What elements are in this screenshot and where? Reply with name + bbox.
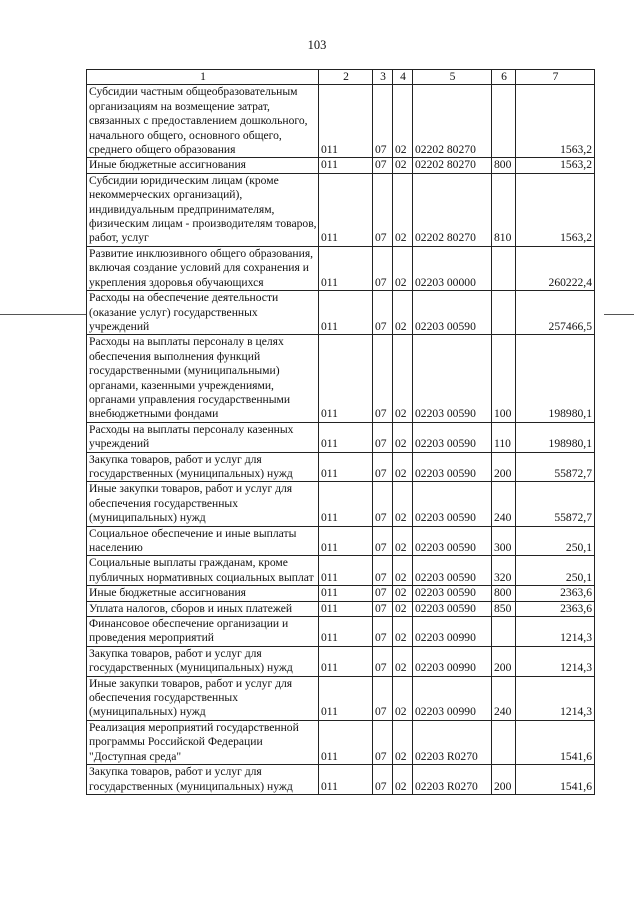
section-code-cell: 07 <box>373 158 393 173</box>
header-cell: 2 <box>319 70 373 85</box>
section-code-cell: 07 <box>373 601 393 616</box>
amount-cell: 2363,6 <box>516 586 595 601</box>
ministry-code-cell: 011 <box>319 676 373 720</box>
amount-cell: 1214,3 <box>516 676 595 720</box>
expense-name-cell: Социальное обеспечение и иные выплаты населению <box>87 526 319 556</box>
expense-name-cell: Расходы на выплаты персоналу в целях обеспечения выполнения функций государственными (муниципальными) органами, казенными учреждениями, органами управления государственными внебюджетными фондами <box>87 335 319 422</box>
expense-name-cell: Развитие инклюзивного общего образования, включая создание условий для сохранения и укрепления здоровья обучающихся <box>87 246 319 290</box>
ministry-code-cell: 011 <box>319 482 373 526</box>
subsection-code-cell: 02 <box>393 422 413 452</box>
target-article-cell: 02203 00590 <box>413 291 492 335</box>
ministry-code-cell: 011 <box>319 526 373 556</box>
subsection-code-cell: 02 <box>393 335 413 422</box>
expense-type-cell: 850 <box>492 601 516 616</box>
section-code-cell: 07 <box>373 482 393 526</box>
expense-type-cell: 200 <box>492 765 516 795</box>
table-row <box>87 676 595 720</box>
target-article-cell: 02202 80270 <box>413 173 492 246</box>
section-code-cell: 07 <box>373 246 393 290</box>
expense-type-cell: 800 <box>492 158 516 173</box>
target-article-cell: 02203 00590 <box>413 452 492 482</box>
ministry-code-cell: 011 <box>319 556 373 586</box>
amount-cell: 2363,6 <box>516 601 595 616</box>
section-code-cell: 07 <box>373 720 393 764</box>
expense-name-cell: Реализация мероприятий государственной программы Российской Федерации "Доступная среда" <box>87 720 319 764</box>
subsection-code-cell: 02 <box>393 482 413 526</box>
expense-type-cell: 110 <box>492 422 516 452</box>
ministry-code-cell: 011 <box>319 85 373 158</box>
header-row <box>87 70 595 85</box>
amount-cell: 1563,2 <box>516 85 595 158</box>
table-row <box>87 291 595 335</box>
subsection-code-cell: 02 <box>393 676 413 720</box>
ministry-code-cell: 011 <box>319 422 373 452</box>
ministry-code-cell: 011 <box>319 646 373 676</box>
subsection-code-cell: 02 <box>393 617 413 647</box>
section-code-cell: 07 <box>373 291 393 335</box>
amount-cell: 55872,7 <box>516 482 595 526</box>
expense-type-cell: 240 <box>492 676 516 720</box>
target-article-cell: 02203 00590 <box>413 586 492 601</box>
section-code-cell: 07 <box>373 765 393 795</box>
expense-type-cell: 100 <box>492 335 516 422</box>
scan-fold-line <box>604 314 634 315</box>
expense-name-cell: Иные закупки товаров, работ и услуг для обеспечения государственных (муниципальных) нужд <box>87 482 319 526</box>
section-code-cell: 07 <box>373 646 393 676</box>
amount-cell: 198980,1 <box>516 422 595 452</box>
expense-name-cell: Закупка товаров, работ и услуг для государственных (муниципальных) нужд <box>87 765 319 795</box>
ministry-code-cell: 011 <box>319 291 373 335</box>
section-code-cell: 07 <box>373 452 393 482</box>
section-code-cell: 07 <box>373 586 393 601</box>
target-article-cell: 02203 00990 <box>413 676 492 720</box>
ministry-code-cell: 011 <box>319 720 373 764</box>
expense-name-cell: Закупка товаров, работ и услуг для государственных (муниципальных) нужд <box>87 452 319 482</box>
table-row <box>87 452 595 482</box>
scan-fold-line <box>0 314 86 315</box>
target-article-cell: 02202 80270 <box>413 158 492 173</box>
header-cell: 3 <box>373 70 393 85</box>
amount-cell: 1563,2 <box>516 173 595 246</box>
target-article-cell: 02203 00590 <box>413 556 492 586</box>
amount-cell: 250,1 <box>516 526 595 556</box>
expense-type-cell <box>492 617 516 647</box>
ministry-code-cell: 011 <box>319 601 373 616</box>
section-code-cell: 07 <box>373 526 393 556</box>
amount-cell: 198980,1 <box>516 335 595 422</box>
expense-name-cell: Иные бюджетные ассигнования <box>87 586 319 601</box>
header-cell: 6 <box>492 70 516 85</box>
subsection-code-cell: 02 <box>393 173 413 246</box>
subsection-code-cell: 02 <box>393 85 413 158</box>
subsection-code-cell: 02 <box>393 765 413 795</box>
ministry-code-cell: 011 <box>319 335 373 422</box>
target-article-cell: 02202 80270 <box>413 85 492 158</box>
amount-cell: 260222,4 <box>516 246 595 290</box>
subsection-code-cell: 02 <box>393 586 413 601</box>
expense-name-cell: Иные закупки товаров, работ и услуг для обеспечения государственных (муниципальных) нужд <box>87 676 319 720</box>
expense-name-cell: Субсидии юридическим лицам (кроме некоммерческих организаций), индивидуальным предпринимателям, физическим лицам - производителям товаров, работ, услуг <box>87 173 319 246</box>
expense-name-cell: Расходы на выплаты персоналу казенных учреждений <box>87 422 319 452</box>
expense-name-cell: Социальные выплаты гражданам, кроме публичных нормативных социальных выплат <box>87 556 319 586</box>
expense-type-cell <box>492 720 516 764</box>
ministry-code-cell: 011 <box>319 173 373 246</box>
table-row <box>87 765 595 795</box>
subsection-code-cell: 02 <box>393 158 413 173</box>
subsection-code-cell: 02 <box>393 452 413 482</box>
amount-cell: 55872,7 <box>516 452 595 482</box>
table-row <box>87 646 595 676</box>
ministry-code-cell: 011 <box>319 586 373 601</box>
expense-type-cell: 300 <box>492 526 516 556</box>
expense-name-cell: Субсидии частным общеобразовательным организациям на возмещение затрат, связанных с предоставлением дошкольного, начального общего, основного общего, среднего общего образования <box>87 85 319 158</box>
ministry-code-cell: 011 <box>319 617 373 647</box>
table-row <box>87 422 595 452</box>
target-article-cell: 02203 00990 <box>413 646 492 676</box>
subsection-code-cell: 02 <box>393 526 413 556</box>
header-cell: 5 <box>413 70 492 85</box>
expense-name-cell: Закупка товаров, работ и услуг для государственных (муниципальных) нужд <box>87 646 319 676</box>
subsection-code-cell: 02 <box>393 720 413 764</box>
table-row <box>87 601 595 616</box>
subsection-code-cell: 02 <box>393 601 413 616</box>
amount-cell: 1541,6 <box>516 765 595 795</box>
target-article-cell: 02203 00990 <box>413 617 492 647</box>
section-code-cell: 07 <box>373 173 393 246</box>
table-row <box>87 85 595 158</box>
section-code-cell: 07 <box>373 335 393 422</box>
amount-cell: 250,1 <box>516 556 595 586</box>
table-row <box>87 158 595 173</box>
table-row <box>87 617 595 647</box>
expense-type-cell: 810 <box>492 173 516 246</box>
subsection-code-cell: 02 <box>393 646 413 676</box>
target-article-cell: 02203 00590 <box>413 482 492 526</box>
subsection-code-cell: 02 <box>393 291 413 335</box>
expense-name-cell: Расходы на обеспечение деятельности (оказание услуг) государственных учреждений <box>87 291 319 335</box>
section-code-cell: 07 <box>373 556 393 586</box>
page-number: 103 <box>307 38 327 52</box>
table-row <box>87 526 595 556</box>
expense-type-cell <box>492 85 516 158</box>
target-article-cell: 02203 00590 <box>413 422 492 452</box>
amount-cell: 1563,2 <box>516 158 595 173</box>
header-cell: 4 <box>393 70 413 85</box>
target-article-cell: 02203 00590 <box>413 601 492 616</box>
expense-type-cell: 240 <box>492 482 516 526</box>
expense-type-cell: 200 <box>492 452 516 482</box>
subsection-code-cell: 02 <box>393 246 413 290</box>
target-article-cell: 02203 00000 <box>413 246 492 290</box>
expense-name-cell: Финансовое обеспечение организации и проведения мероприятий <box>87 617 319 647</box>
expense-type-cell <box>492 291 516 335</box>
amount-cell: 1214,3 <box>516 646 595 676</box>
section-code-cell: 07 <box>373 676 393 720</box>
target-article-cell: 02203 00590 <box>413 335 492 422</box>
section-code-cell: 07 <box>373 422 393 452</box>
expense-name-cell: Уплата налогов, сборов и иных платежей <box>87 601 319 616</box>
amount-cell: 1541,6 <box>516 720 595 764</box>
ministry-code-cell: 011 <box>319 452 373 482</box>
target-article-cell: 02203 R0270 <box>413 765 492 795</box>
amount-cell: 1214,3 <box>516 617 595 647</box>
table-row <box>87 246 595 290</box>
subsection-code-cell: 02 <box>393 556 413 586</box>
table-row <box>87 173 595 246</box>
target-article-cell: 02203 00590 <box>413 526 492 556</box>
section-code-cell: 07 <box>373 85 393 158</box>
expense-type-cell: 200 <box>492 646 516 676</box>
ministry-code-cell: 011 <box>319 158 373 173</box>
table-row <box>87 586 595 601</box>
table-row <box>87 556 595 586</box>
ministry-code-cell: 011 <box>319 246 373 290</box>
amount-cell: 257466,5 <box>516 291 595 335</box>
expense-type-cell: 800 <box>492 586 516 601</box>
budget-table <box>86 69 595 795</box>
target-article-cell: 02203 R0270 <box>413 720 492 764</box>
table-row <box>87 720 595 764</box>
header-cell: 7 <box>516 70 595 85</box>
header-cell: 1 <box>87 70 319 85</box>
section-code-cell: 07 <box>373 617 393 647</box>
expense-type-cell: 320 <box>492 556 516 586</box>
ministry-code-cell: 011 <box>319 765 373 795</box>
expense-name-cell: Иные бюджетные ассигнования <box>87 158 319 173</box>
expense-type-cell <box>492 246 516 290</box>
table-row <box>87 482 595 526</box>
table-row <box>87 335 595 422</box>
